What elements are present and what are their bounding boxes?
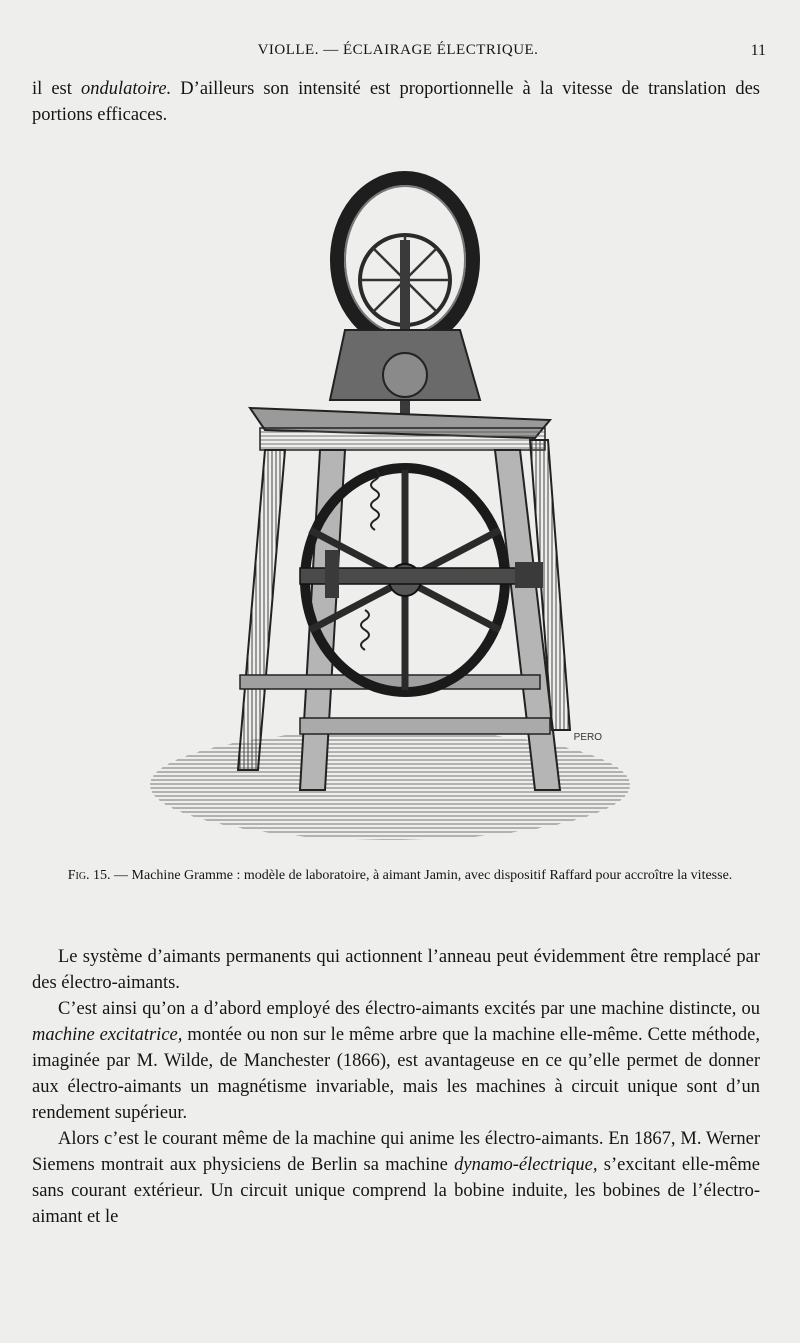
intro-text-run: D’ailleurs son intensité est proportionnelle à la vitesse de translation des portions efficaces. [32, 79, 760, 125]
paragraph-text-run: C’est ainsi qu’on a d’abord employé des électro-aimants excités par une machine distincte, ou [58, 999, 760, 1019]
paragraph: Le système d’aimants permanents qui actionnent l’anneau peut évidemment être remplacé par des électro-aimants. [32, 947, 760, 993]
bearing-left [325, 550, 339, 598]
running-title: VIOLLE. — ÉCLAIRAGE ÉLECTRIQUE. [257, 42, 539, 58]
figure-engraving [150, 170, 640, 860]
figure-label: Fig. 15. [67, 868, 111, 883]
stretcher-front [300, 718, 550, 734]
intro-emphasis: ondulatoire. [80, 79, 172, 99]
intro-paragraph [32, 76, 760, 128]
table-leg-left [238, 450, 285, 770]
paragraph-emphasis: dynamo-électrique, [454, 1155, 598, 1175]
table-apron [260, 428, 545, 450]
page-number: 11 [750, 42, 766, 59]
gramme-ring [383, 353, 427, 397]
engraver-signature: PERO [573, 732, 602, 743]
figure-caption [46, 866, 754, 885]
raffard-spring-lower [361, 610, 369, 650]
paragraph-emphasis: machine excitatrice, [32, 1025, 183, 1045]
intro-text-run: il est [32, 79, 81, 99]
paragraph-text-run: s’excitant elle-même sans courant extérieur. Un circuit unique comprend la bobine induite, les bobines de l’électro-aimant et le [32, 1155, 760, 1227]
body-text [32, 944, 760, 1230]
paragraph-text-run: montée ou non sur le même arbre que la machine elle-même. Cette méthode, imaginée par M. Wilde, de Manchester (1866), est avantageuse en ce qu’elle permet de donner aux électro-aimants un magnétisme invariable, mais les machines à circuit unique sont d’un rendement supérieur. [32, 1025, 760, 1123]
paragraph [32, 996, 760, 1126]
figure-caption-text: — Machine Gramme : modèle de laboratoire, à aimant Jamin, avec dispositif Raffard pour accroître la vitesse. [110, 868, 733, 883]
running-head [30, 42, 766, 66]
crank-handle [515, 562, 543, 588]
intro-text [32, 76, 760, 128]
paragraph-text-run: Alors c’est le courant même de la machine qui anime les électro-aimants. En 1867, M. Werner Siemens montrait aux physiciens de Berlin sa machine [32, 1129, 760, 1175]
gramme-machine-illustration [150, 170, 640, 860]
paragraph [32, 1126, 760, 1230]
